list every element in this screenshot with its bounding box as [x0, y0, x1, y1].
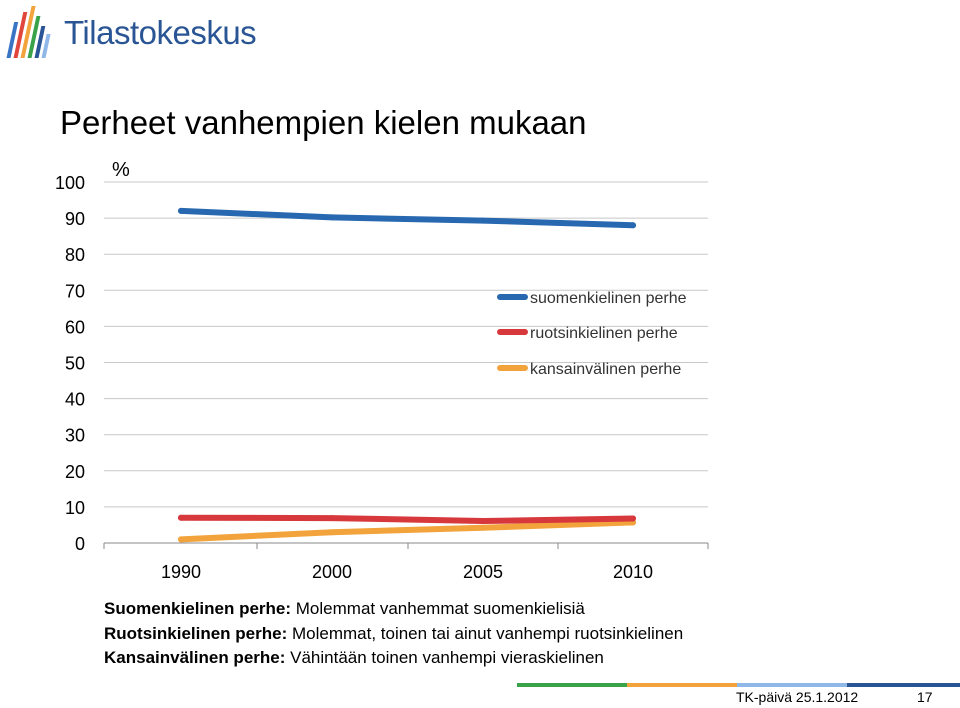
data-point: [178, 536, 184, 542]
y-tick-label: 60: [64, 317, 85, 338]
legend-label: ruotsinkielinen perhe: [530, 325, 678, 342]
series-line: [181, 518, 633, 521]
data-point: [329, 515, 335, 521]
y-tick-label: 30: [64, 425, 85, 446]
footer-date: TK-päivä 25.1.2012: [736, 689, 859, 705]
note-line-international: [104, 646, 683, 671]
legend-label: suomenkielinen perhe: [530, 290, 687, 307]
page-number: 17: [917, 689, 933, 705]
footer-bar-lightblue: [737, 683, 847, 687]
y-tick-label: 90: [64, 209, 85, 230]
note-text: Molemmat vanhemmat suomenkielisiä: [291, 599, 585, 618]
data-point: [480, 218, 486, 224]
note-label: Suomenkielinen perhe:: [104, 599, 292, 618]
legend-label: kansainvälinen perhe: [530, 361, 682, 378]
footer-bar-navy: [847, 683, 960, 687]
x-tick-label: 2005: [462, 562, 504, 582]
data-point: [480, 525, 486, 531]
footer-bar-green: [517, 683, 627, 687]
x-tick-label: 1990: [160, 562, 202, 582]
data-point: [630, 222, 636, 228]
y-tick-label: 0: [74, 534, 85, 554]
page-title: Perheet vanhempien kielen mukaan: [60, 104, 587, 141]
data-point: [329, 529, 335, 535]
note-line-swedish: [104, 622, 683, 647]
note-text: Vähintään toinen vanhempi vieraskielinen: [285, 648, 604, 667]
data-point: [480, 518, 486, 524]
y-tick-label: 20: [64, 461, 85, 482]
x-tick-label: 2010: [612, 562, 654, 582]
y-axis-label: %: [112, 159, 130, 181]
note-line-finnish: [104, 597, 683, 622]
y-tick-label: 70: [64, 281, 85, 302]
data-point: [630, 516, 636, 522]
data-point: [178, 208, 184, 214]
y-tick-label: 80: [64, 245, 85, 266]
series-line: [181, 522, 633, 539]
definition-notes: [104, 597, 683, 671]
x-tick-label: 2000: [311, 562, 353, 582]
y-tick-label: 10: [64, 497, 85, 518]
logo-wordmark: Tilastokeskus: [64, 14, 257, 51]
note-label: Kansainvälinen perhe:: [104, 648, 286, 667]
footer-bar-orange: [627, 683, 737, 687]
y-tick-label: 40: [64, 389, 85, 410]
data-point: [329, 214, 335, 220]
note-label: Ruotsinkielinen perhe:: [104, 623, 288, 643]
y-tick-label: 100: [54, 173, 85, 193]
note-text: Molemmat, toinen tai ainut vanhempi ruotsinkielinen: [287, 623, 684, 643]
y-tick-label: 50: [64, 353, 85, 374]
data-point: [178, 515, 184, 521]
